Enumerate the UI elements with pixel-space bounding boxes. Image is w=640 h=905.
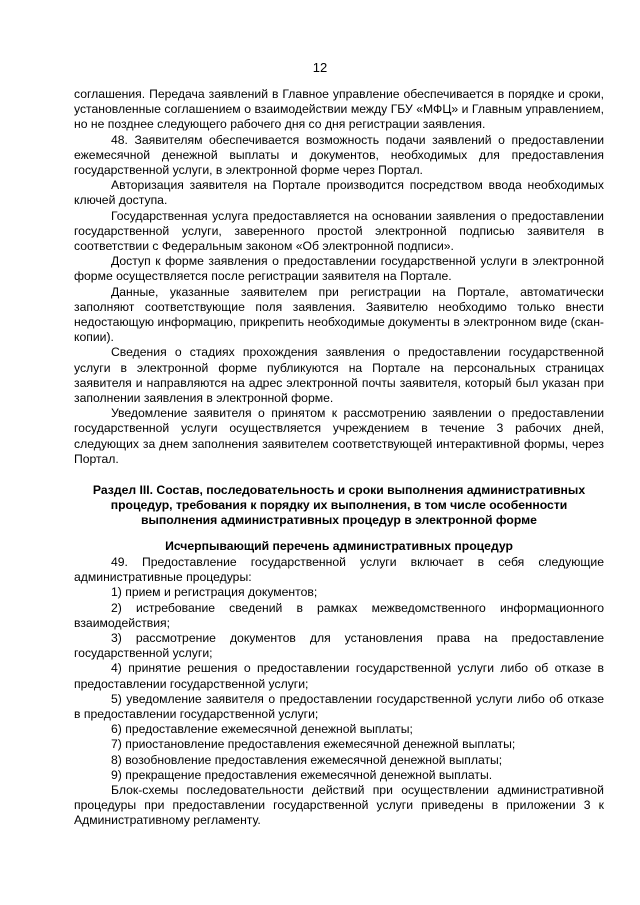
list-item: 9) прекращение предоставления ежемесячной денежной выплаты. [111,767,493,782]
paragraph-closing: Блок-схемы последовательности действий при осуществлении административной процедуры при предоставлении государственной услуги приведены в приложении 3 к Административному регламенту. [74,782,604,828]
list-item: 5) уведомление заявителя о предоставлении государственной услуги либо об отказе в предоставлении государственной услуги; [74,691,604,721]
section-heading: Раздел III. Состав, последовательность и сроки выполнения административных процедур, требования к порядку их выполнения, в том числе особенности выполнения административных процедур в электронной форме [92,483,586,528]
paragraph: Данные, указанные заявителем при регистрации на Портале, автоматически заполняют соответствующие поля заявления. Заявителю необходимо только внести недостающую информацию, прикрепить необходимые документы в электронном виде (скан-копии). [74,284,604,345]
list-item: 8) возобновление предоставления ежемесячной денежной выплаты; [111,752,503,767]
page-number: 12 [312,60,328,75]
list-item: 1) прием и регистрация документов; [111,585,318,600]
list-item: 7) приостановление предоставления ежемесячной денежной выплаты; [111,737,516,752]
list-item: 4) принятие решения о предоставлении государственной услуги либо об отказе в предоставлении государственной услуги; [74,661,604,691]
paragraph: Доступ к форме заявления о предоставлении государственной услуги в электронной форме осуществляется после регистрации заявителя на Портале. [74,254,604,284]
document-body [74,87,604,829]
paragraph-49: 49. Предоставление государственной услуги включает в себя следующие административные процедуры: [74,554,604,585]
paragraph: Авторизация заявителя на Портале производится посредством ввода необходимых ключей доступа. [74,178,604,208]
paragraph: Государственная услуга предоставляется на основании заявления о предоставлении государственной услуги, заверенного простой электронной подписью заявителя в соответствии с Федеральным законом «Об электронной подписи». [74,208,604,254]
subheading: Исчерпывающий перечень административных процедур [165,538,513,553]
list-item: 3) рассмотрение документов для установления права на предоставление государственной услуги; [74,630,604,661]
paragraph-48: 48. Заявителям обеспечивается возможность подачи заявлений о предоставлении ежемесячной денежной выплаты и документов, необходимых для предоставления государственной услуги, в электронной форме через Портал. [74,132,604,178]
paragraph: Уведомление заявителя о принятом к рассмотрению заявлении о предоставлении государственной услуги осуществляется учреждением в течение 3 рабочих дней, следующих за днем заполнения заявителем соответствующей интерактивной формы, через Портал. [74,406,604,466]
paragraph: Сведения о стадиях прохождения заявления о предоставлении государственной услуги в электронной форме публикуются на Портале на персональных страницах заявителя и направляются на адрес электронной почты заявителя, который был указан при заполнении заявления в электронной форме. [74,345,604,406]
list-item: 2) истребование сведений в рамках межведомственного информационного взаимодействия; [74,600,604,630]
list-item: 6) предоставление ежемесячной денежной выплаты; [111,722,413,737]
paragraph: соглашения. Передача заявлений в Главное управление обеспечивается в порядке и сроки, установленные соглашением о взаимодействии между ГБУ «МФЦ» и Главным управлением, но не позднее следующего рабочего дня со дня регистрации заявления. [74,87,604,132]
